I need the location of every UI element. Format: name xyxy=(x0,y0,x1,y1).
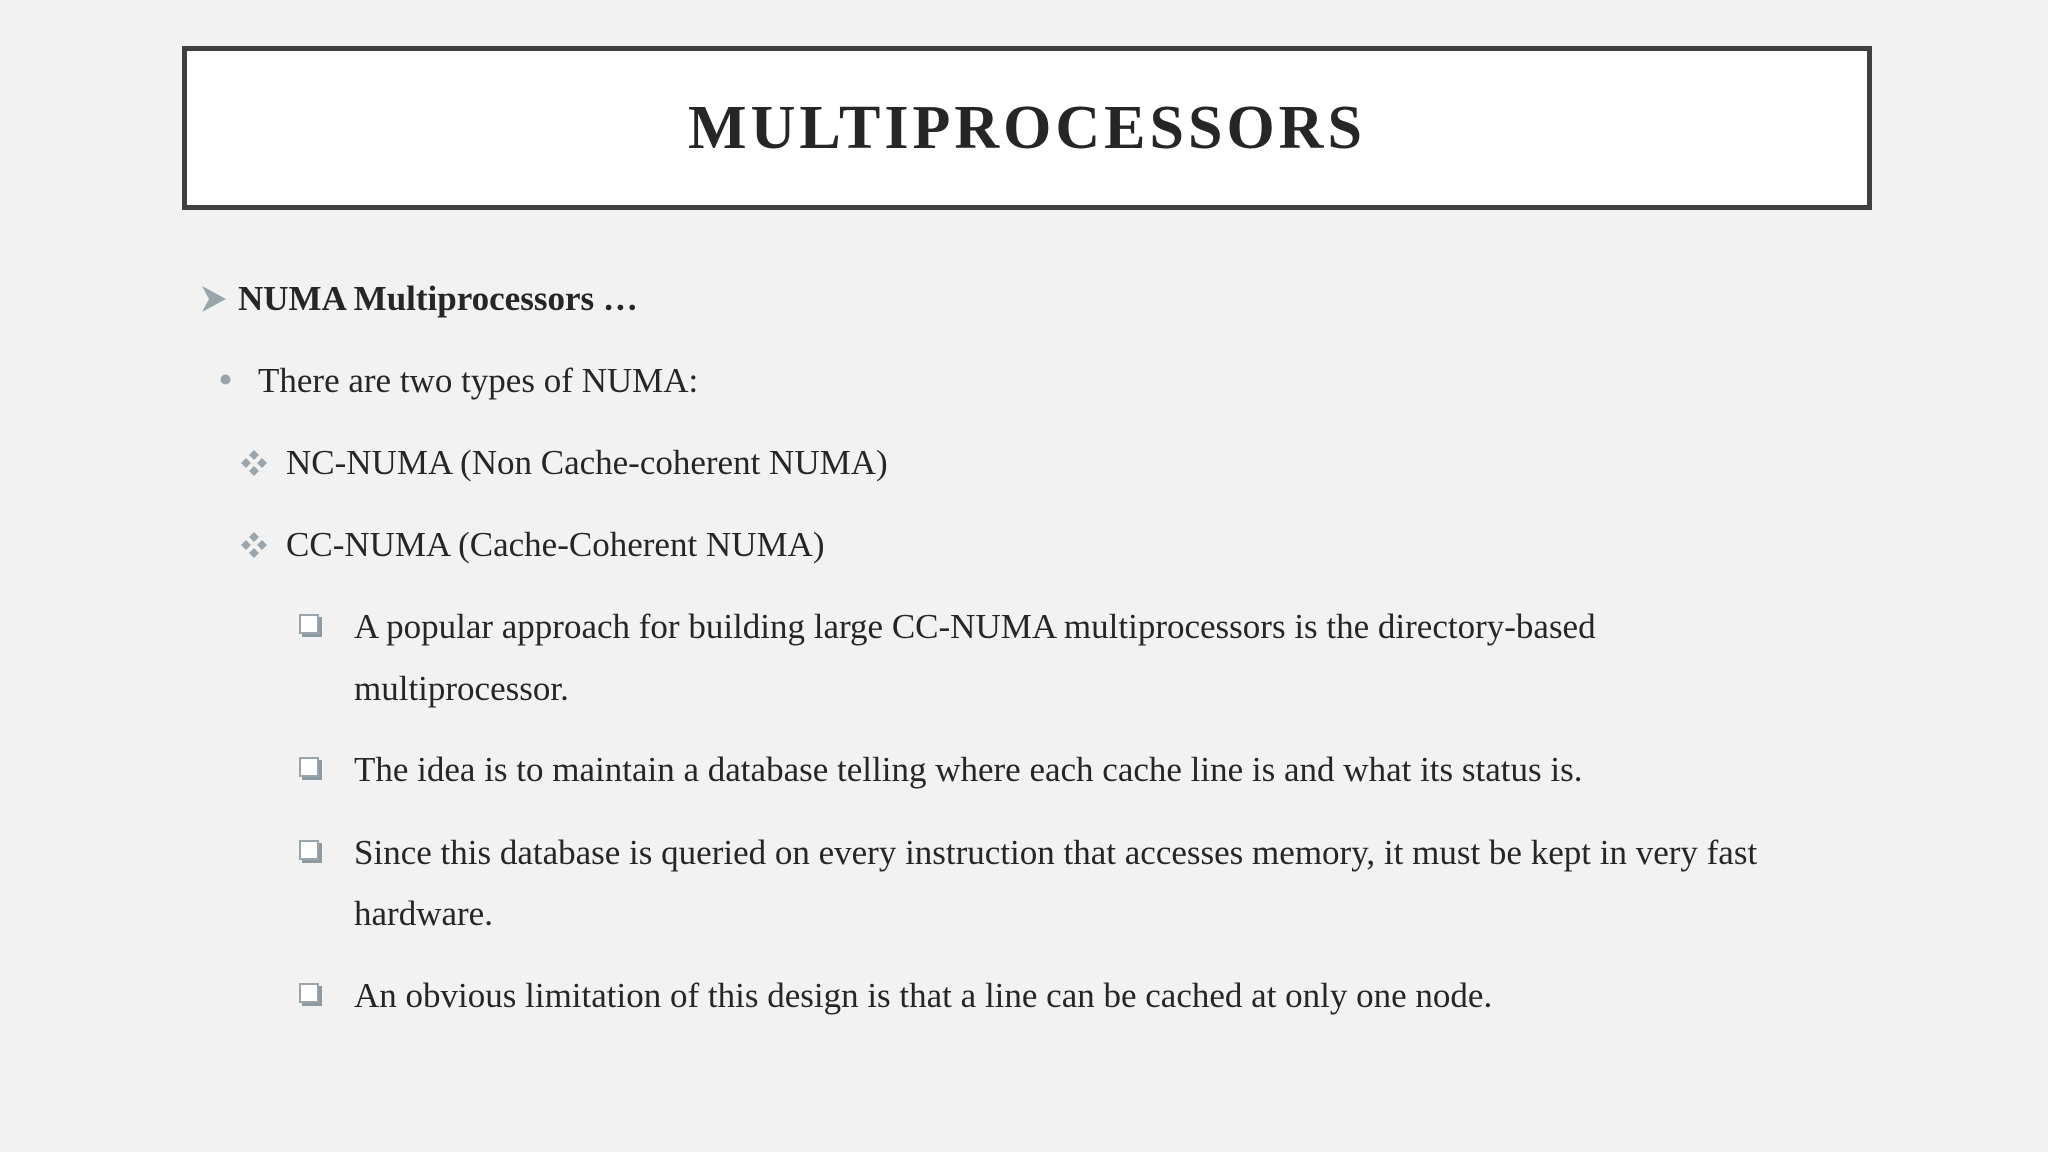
four-diamond-icon xyxy=(240,531,268,559)
type-text-1: NC-NUMA (Non Cache-coherent NUMA) xyxy=(286,443,888,482)
dot-icon xyxy=(220,374,231,385)
arrowhead-icon xyxy=(202,286,226,312)
point-1-line-1: A popular approach for building large CC-NUMA multiprocessors is the directory-based xyxy=(354,607,1596,646)
checkbox-icon xyxy=(299,614,319,634)
checkbox-icon xyxy=(299,983,319,1003)
point-1-line-2: multiprocessor. xyxy=(354,669,569,708)
intro-text: There are two types of NUMA: xyxy=(258,361,699,400)
slide-title: MULTIPROCESSORS xyxy=(688,93,1366,162)
point-3-line-2: hardware. xyxy=(354,894,493,933)
checkbox-icon xyxy=(299,840,319,860)
title-box xyxy=(182,46,1872,210)
point-2-line-1: The idea is to maintain a database telling where each cache line is and what its status is. xyxy=(354,750,1583,789)
point-3-line-1: Since this database is queried on every instruction that accesses memory, it must be kept in very fast xyxy=(354,833,1758,872)
heading-text: NUMA Multiprocessors … xyxy=(238,279,638,318)
four-diamond-icon xyxy=(240,449,268,477)
type-text-2: CC-NUMA (Cache-Coherent NUMA) xyxy=(286,525,825,564)
point-4-line-1: An obvious limitation of this design is that a line can be cached at only one node. xyxy=(354,976,1493,1015)
checkbox-icon xyxy=(299,757,319,777)
